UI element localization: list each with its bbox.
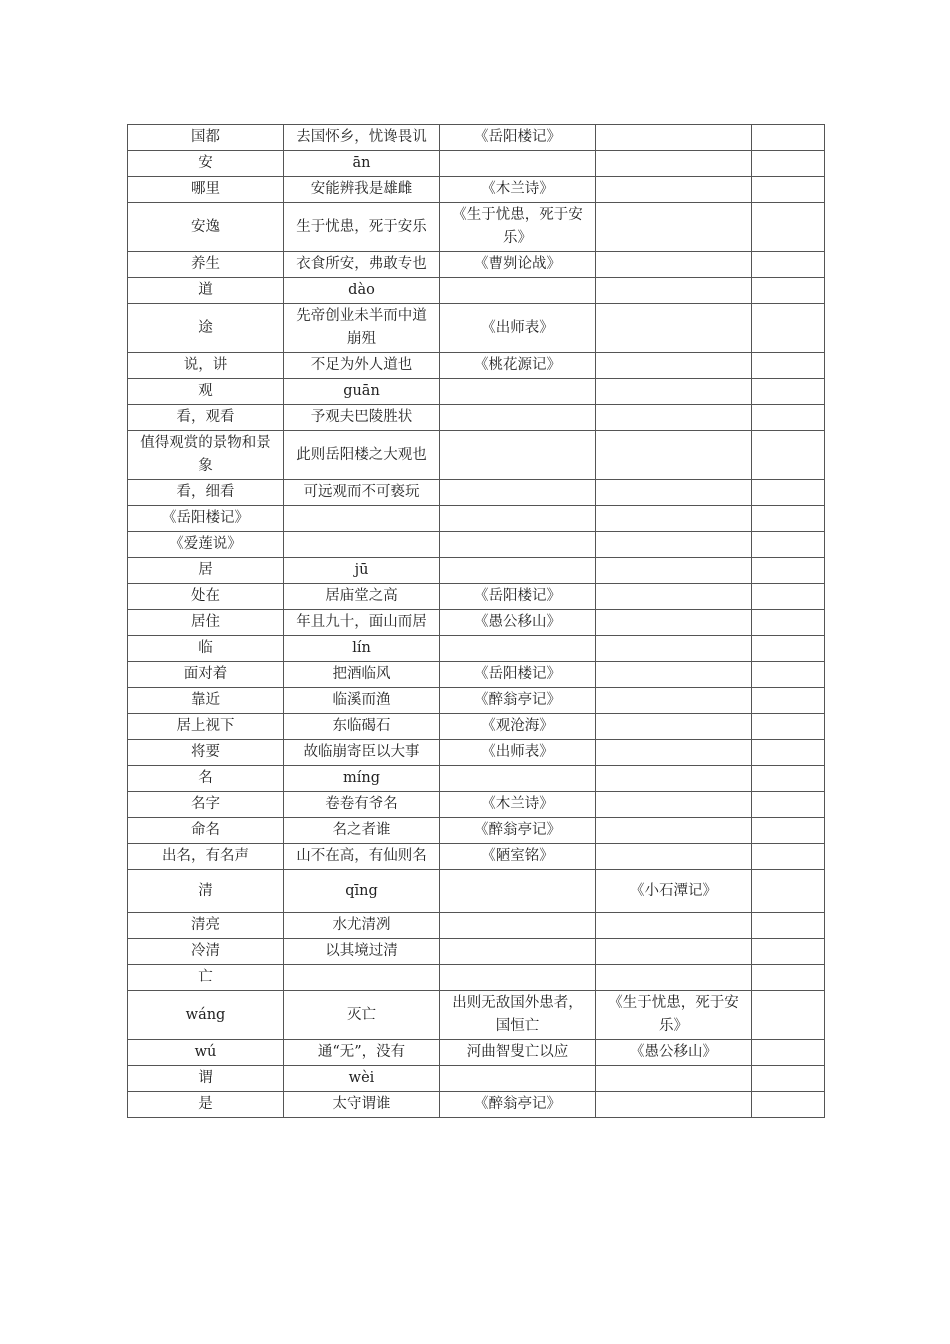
table-cell: 水尤清冽	[284, 913, 440, 939]
table-cell: dào	[284, 278, 440, 304]
table-cell: 生于忧患，死于安乐	[284, 203, 440, 252]
table-cell: 《醉翁亭记》	[440, 818, 596, 844]
table-cell: 《小石潭记》	[596, 870, 752, 913]
table-cell: 不足为外人道也	[284, 353, 440, 379]
table-row	[128, 431, 825, 480]
table-cell	[440, 766, 596, 792]
table-cell: 名字	[128, 792, 284, 818]
table-cell	[440, 939, 596, 965]
table-cell	[596, 151, 752, 177]
table-cell	[284, 965, 440, 991]
table-cell: 冷清	[128, 939, 284, 965]
table-cell	[596, 792, 752, 818]
table-cell: 《愚公移山》	[440, 610, 596, 636]
table-cell	[752, 431, 825, 480]
table-row	[128, 792, 825, 818]
table-cell: 此则岳阳楼之大观也	[284, 431, 440, 480]
table-cell	[752, 506, 825, 532]
table-row	[128, 203, 825, 252]
table-cell: 《醉翁亭记》	[440, 1092, 596, 1118]
table-row	[128, 1066, 825, 1092]
table-cell	[596, 405, 752, 431]
table-cell: 《岳阳楼记》	[440, 662, 596, 688]
table-cell: 靠近	[128, 688, 284, 714]
table-cell: 哪里	[128, 177, 284, 203]
table-cell: 临	[128, 636, 284, 662]
table-cell	[440, 480, 596, 506]
table-cell	[440, 278, 596, 304]
table-cell	[596, 1092, 752, 1118]
table-row	[128, 584, 825, 610]
table-cell	[752, 252, 825, 278]
table-cell: míng	[284, 766, 440, 792]
table-cell: 名	[128, 766, 284, 792]
table-cell: 《陋室铭》	[440, 844, 596, 870]
table-cell	[440, 506, 596, 532]
table-cell: 卷卷有爷名	[284, 792, 440, 818]
table-cell: 《生于忧患，死于安乐》	[440, 203, 596, 252]
table-cell	[284, 532, 440, 558]
table-cell	[752, 636, 825, 662]
table-cell	[752, 818, 825, 844]
table-cell	[440, 151, 596, 177]
table-cell	[596, 913, 752, 939]
table-cell: 清亮	[128, 913, 284, 939]
table-cell	[752, 610, 825, 636]
table-row	[128, 405, 825, 431]
table-cell	[752, 203, 825, 252]
table-cell	[596, 177, 752, 203]
table-cell: 安逸	[128, 203, 284, 252]
table-cell	[440, 870, 596, 913]
table-cell	[596, 532, 752, 558]
table-cell: 将要	[128, 740, 284, 766]
table-cell	[440, 431, 596, 480]
table-cell: 安能辨我是雄雌	[284, 177, 440, 203]
table-cell	[752, 379, 825, 405]
table-cell	[440, 913, 596, 939]
table-cell: 衣食所安，弗敢专也	[284, 252, 440, 278]
table-cell: 亡	[128, 965, 284, 991]
table-cell	[752, 991, 825, 1040]
table-row	[128, 1040, 825, 1066]
table-row	[128, 532, 825, 558]
table-cell: 是	[128, 1092, 284, 1118]
table-cell	[596, 431, 752, 480]
table-cell: 临溪而渔	[284, 688, 440, 714]
table-cell: 国都	[128, 125, 284, 151]
table-cell	[596, 610, 752, 636]
table-cell	[596, 740, 752, 766]
table-cell	[284, 506, 440, 532]
table-cell: wú	[128, 1040, 284, 1066]
table-cell: 《醉翁亭记》	[440, 688, 596, 714]
table-cell: wèi	[284, 1066, 440, 1092]
table-cell	[596, 278, 752, 304]
table-cell: lín	[284, 636, 440, 662]
table-cell	[596, 584, 752, 610]
table-cell	[596, 766, 752, 792]
table-cell: 去国怀乡，忧谗畏讥	[284, 125, 440, 151]
table-cell	[596, 688, 752, 714]
table-cell: 东临碣石	[284, 714, 440, 740]
table-cell: 《木兰诗》	[440, 792, 596, 818]
table-cell: 出则无敌国外患者，国恒亡	[440, 991, 596, 1040]
table-cell: 清	[128, 870, 284, 913]
table-cell	[596, 252, 752, 278]
table-row	[128, 870, 825, 913]
table-cell	[752, 278, 825, 304]
table-cell	[752, 844, 825, 870]
table-cell: 居住	[128, 610, 284, 636]
table-cell	[596, 353, 752, 379]
table-cell: 命名	[128, 818, 284, 844]
table-cell	[752, 766, 825, 792]
table-cell	[596, 965, 752, 991]
table-cell	[440, 965, 596, 991]
table-cell: 看，细看	[128, 480, 284, 506]
table-cell: ān	[284, 151, 440, 177]
table-cell: 《木兰诗》	[440, 177, 596, 203]
table-cell	[596, 1066, 752, 1092]
table-cell: jū	[284, 558, 440, 584]
table-row	[128, 151, 825, 177]
table-cell: 以其境过清	[284, 939, 440, 965]
table-cell	[752, 584, 825, 610]
table-cell: 《出师表》	[440, 304, 596, 353]
table-cell	[596, 939, 752, 965]
table-row	[128, 965, 825, 991]
table-cell: guān	[284, 379, 440, 405]
table-cell: 故临崩寄臣以大事	[284, 740, 440, 766]
table-cell	[440, 379, 596, 405]
table-cell	[752, 480, 825, 506]
table-row	[128, 991, 825, 1040]
table-cell	[752, 913, 825, 939]
table-cell: 说，讲	[128, 353, 284, 379]
table-cell: 安	[128, 151, 284, 177]
table-cell: 《出师表》	[440, 740, 596, 766]
table-cell: 可远观而不可亵玩	[284, 480, 440, 506]
table-cell: 《桃花源记》	[440, 353, 596, 379]
table-cell: 把酒临风	[284, 662, 440, 688]
table-cell	[752, 965, 825, 991]
table-cell: 通“无”，没有	[284, 1040, 440, 1066]
table-row	[128, 480, 825, 506]
table-cell	[596, 203, 752, 252]
table-row	[128, 939, 825, 965]
table-cell	[596, 304, 752, 353]
table-cell: 《观沧海》	[440, 714, 596, 740]
table-cell	[752, 1066, 825, 1092]
table-row	[128, 766, 825, 792]
table-cell	[596, 480, 752, 506]
table-row	[128, 379, 825, 405]
table-cell	[440, 558, 596, 584]
table-row	[128, 844, 825, 870]
table-row	[128, 818, 825, 844]
table-cell: 途	[128, 304, 284, 353]
table-row	[128, 353, 825, 379]
table-cell: 年且九十，面山而居	[284, 610, 440, 636]
table-cell	[752, 558, 825, 584]
table-cell: 面对着	[128, 662, 284, 688]
table-row	[128, 1092, 825, 1118]
table-cell: 道	[128, 278, 284, 304]
table-cell	[752, 353, 825, 379]
table-cell: 居上视下	[128, 714, 284, 740]
table-cell	[752, 405, 825, 431]
table-cell: 《爱莲说》	[128, 532, 284, 558]
table-cell: qīng	[284, 870, 440, 913]
table-cell: wáng	[128, 991, 284, 1040]
table-cell: 《岳阳楼记》	[440, 584, 596, 610]
table-cell	[440, 1066, 596, 1092]
table-row	[128, 662, 825, 688]
table-cell	[752, 151, 825, 177]
table-row	[128, 636, 825, 662]
table-row	[128, 125, 825, 151]
table-cell	[752, 792, 825, 818]
table-cell	[752, 688, 825, 714]
table-row	[128, 740, 825, 766]
table-row	[128, 610, 825, 636]
table-cell: 予观夫巴陵胜状	[284, 405, 440, 431]
table-cell	[596, 844, 752, 870]
table-cell: 居	[128, 558, 284, 584]
table-cell: 看，观看	[128, 405, 284, 431]
table-row	[128, 506, 825, 532]
table-cell: 名之者谁	[284, 818, 440, 844]
table-cell: 《生于忧患，死于安乐》	[596, 991, 752, 1040]
table-cell	[440, 405, 596, 431]
table-cell	[596, 125, 752, 151]
table-cell	[596, 636, 752, 662]
table-cell	[596, 379, 752, 405]
table-row	[128, 252, 825, 278]
table-cell	[752, 125, 825, 151]
table-cell	[752, 1092, 825, 1118]
table-row	[128, 304, 825, 353]
table-cell	[596, 662, 752, 688]
table-row	[128, 714, 825, 740]
table-cell	[752, 304, 825, 353]
table-cell	[752, 532, 825, 558]
table-cell	[596, 558, 752, 584]
table-cell: 出名，有名声	[128, 844, 284, 870]
table-row	[128, 278, 825, 304]
table-cell	[752, 714, 825, 740]
table-cell	[596, 714, 752, 740]
table-cell: 处在	[128, 584, 284, 610]
table-cell: 谓	[128, 1066, 284, 1092]
table-cell: 《岳阳楼记》	[440, 125, 596, 151]
vocabulary-table	[127, 124, 825, 1118]
table-cell	[752, 939, 825, 965]
table-row	[128, 558, 825, 584]
table-cell	[752, 870, 825, 913]
table-cell: 灭亡	[284, 991, 440, 1040]
table-cell: 值得观赏的景物和景象	[128, 431, 284, 480]
table-cell: 先帝创业未半而中道崩殂	[284, 304, 440, 353]
table-cell	[596, 506, 752, 532]
table-row	[128, 177, 825, 203]
table-cell: 居庙堂之高	[284, 584, 440, 610]
table-row	[128, 688, 825, 714]
table-cell: 《岳阳楼记》	[128, 506, 284, 532]
table-row	[128, 913, 825, 939]
table-cell: 《愚公移山》	[596, 1040, 752, 1066]
table-cell	[752, 740, 825, 766]
table-cell	[752, 662, 825, 688]
table-cell: 观	[128, 379, 284, 405]
table-cell: 山不在高，有仙则名	[284, 844, 440, 870]
table-body	[128, 125, 825, 1118]
table-cell	[752, 177, 825, 203]
table-cell	[596, 818, 752, 844]
table-cell: 太守谓谁	[284, 1092, 440, 1118]
table-cell: 《曹刿论战》	[440, 252, 596, 278]
table-cell	[752, 1040, 825, 1066]
table-cell	[440, 532, 596, 558]
table-cell: 养生	[128, 252, 284, 278]
table-cell	[440, 636, 596, 662]
table-cell: 河曲智叟亡以应	[440, 1040, 596, 1066]
